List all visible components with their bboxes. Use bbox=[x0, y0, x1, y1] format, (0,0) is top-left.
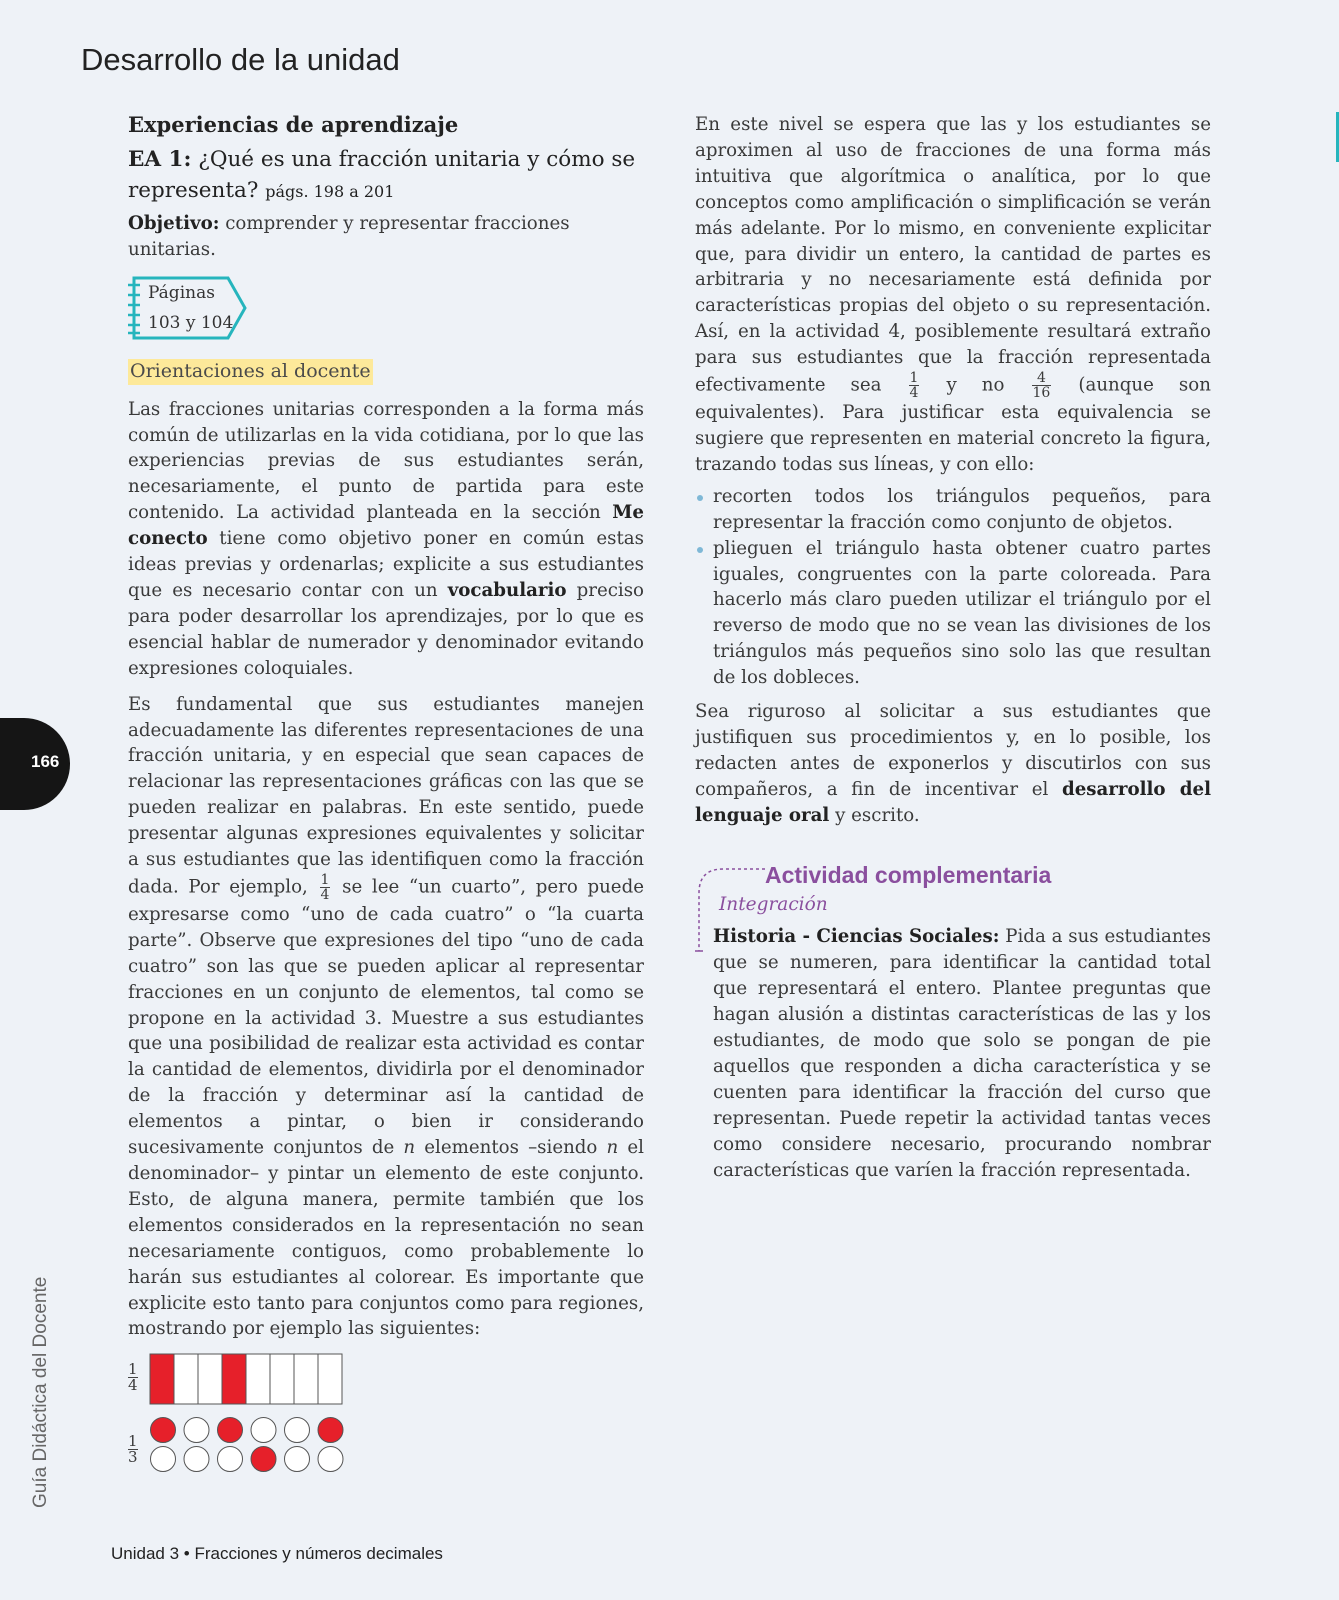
denominator: 4 bbox=[128, 1376, 138, 1395]
text-run: Pida a sus estudiantes que se numeren, para identificar la cantidad total que representará el entero. Plantee preguntas que hagan alusión a distintas características de las y los estudiantes, de modo que solo se pongan de pie aquellos que responden a dicha característica y se cuenten para identificar la fracción del curso que representan. Puede repetir la actividad tantas veces como considere necesario, procurando nombrar características que varíen la fracción representada. bbox=[713, 926, 1211, 1181]
activity-label: Historia - Ciencias Sociales: bbox=[713, 926, 1000, 948]
activity-box bbox=[695, 863, 1211, 1184]
text-run: preciso para poder desarrollar los aprendizajes, por lo que es esencial hablar de numerador y denominador evitando expresiones coloquiales. bbox=[128, 579, 644, 679]
text-run: elementos –siendo bbox=[415, 1137, 607, 1159]
activity-subtitle: Integración bbox=[719, 894, 828, 916]
footer: Unidad 3 • Fracciones y números decimales bbox=[111, 1544, 443, 1563]
denominator: 4 bbox=[320, 886, 330, 903]
objective-text: comprender y representar fracciones unitarias. bbox=[128, 212, 570, 260]
text-run: el denominador– y pintar un elemento de este conjunto. Esto, de alguna manera, permite también que los elementos considerados en la representación no sean necesariamente contiguos, como probablemente lo harán sus estudiantes al colorear. Es importante que explicite esto tanto para conjuntos como para regiones, mostrando por ejemplo las siguientes: bbox=[128, 1137, 644, 1340]
bar-cell bbox=[198, 1354, 222, 1404]
text-run: tiene como objetivo poner en común estas ideas previas y ordenarlas; explicite a sus estudiantes que es necesario contar con un bbox=[128, 528, 644, 601]
dot-element bbox=[184, 1418, 209, 1443]
orientaciones-heading: Orientaciones al docente bbox=[128, 359, 373, 385]
text-run: Es fundamental que sus estudiantes manejen adecuadamente las diferentes representaciones de una fracción unitaria, y en especial que sean capaces de relacionar las representaciones gráficas con las que se pueden realizar en palabras. En este sentido, puede presentar algunas expresiones equivalentes y solicitar a sus estudiantes que las identifiquen como la fracción dada. Por ejemplo, bbox=[128, 693, 644, 898]
page-title: Desarrollo de la unidad bbox=[81, 42, 400, 77]
right-paragraph-1 bbox=[695, 112, 1211, 478]
text-run: y no bbox=[946, 374, 1005, 396]
side-label: Guía Didáctica del Docente bbox=[30, 1276, 51, 1508]
right-paragraph-2 bbox=[695, 699, 1211, 829]
section-heading: Experiencias de aprendizaje bbox=[128, 112, 459, 137]
bar-cell bbox=[318, 1354, 342, 1404]
dot-element bbox=[251, 1418, 276, 1443]
bar-cell bbox=[246, 1354, 270, 1404]
denominator: 3 bbox=[128, 1448, 138, 1467]
text-run: Sea riguroso al solicitar a sus estudiantes que justifiquen sus procedimientos y, en lo posible, los redacten antes de exponerlos y discutirlos con sus compañeros, a fin de incentivar el bbox=[695, 701, 1211, 800]
ea-heading bbox=[128, 144, 644, 207]
dot-element bbox=[151, 1418, 176, 1443]
lenguaje-oral-term: desarrollo del lenguaje oral bbox=[695, 778, 1211, 826]
bar-cell bbox=[222, 1354, 246, 1404]
bar-cell bbox=[150, 1354, 174, 1404]
activity-title: Actividad complementaria bbox=[765, 861, 1052, 888]
left-column bbox=[128, 112, 644, 1482]
bar-cell bbox=[174, 1354, 198, 1404]
fraction-one-quarter bbox=[909, 371, 920, 400]
dot-element bbox=[218, 1418, 243, 1443]
numerator: 4 bbox=[1032, 371, 1052, 386]
bar-cell bbox=[294, 1354, 318, 1404]
text-run: Las fracciones unitarias corresponden a la forma más común de utilizarlas en la vida cotidiana, por lo que las experiencias previas de sus estudiantes serán, necesariamente, el punto de partida para este contenido. La actividad planteada en la sección bbox=[128, 398, 644, 524]
me-conecto-term: Me conecto bbox=[128, 502, 644, 550]
vocabulario-term: vocabulario bbox=[447, 579, 567, 601]
numerator: 1 bbox=[320, 871, 330, 888]
pages-tag-line1: Páginas bbox=[148, 282, 215, 303]
dot-element bbox=[184, 1447, 209, 1472]
numerator: 1 bbox=[128, 1432, 138, 1451]
dot-element bbox=[218, 1447, 243, 1472]
bar-cell bbox=[270, 1354, 294, 1404]
text-run: (aunque son equivalentes). Para justificar esta equivalencia se sugiere que representen en material concreto la figura, trazando todas sus líneas, y con ello: bbox=[695, 374, 1211, 475]
page-number: 166 bbox=[31, 752, 60, 771]
numerator: 1 bbox=[128, 1360, 138, 1379]
bar-fraction-label bbox=[128, 1362, 138, 1393]
ea-label: EA 1: bbox=[128, 146, 192, 172]
variable-n: n bbox=[606, 1137, 619, 1159]
text-run: En este nivel se espera que las y los estudiantes se aproximen al uso de fracciones de una forma más intuitiva que algorítmica o analítica, por lo que conceptos como amplificación o simplificación se verán más adelante. Por lo mismo, en conveniente explicitar que, para dividir un entero, la cantidad de partes es arbitraria y no necesariamente está definida por características propias del objeto o su representación. Así, en la actividad 4, posiblemente resultará extraño para sus estudiantes que la fracción representada efectivamente sea bbox=[695, 114, 1211, 396]
list-item: recorten todos los triángulos pequeños, para representar la fracción como conjunto de objetos. bbox=[695, 484, 1211, 536]
left-paragraph-2 bbox=[128, 692, 644, 1343]
dot-element bbox=[285, 1447, 310, 1472]
pages-tag-line2: 103 y 104 bbox=[148, 312, 234, 333]
ea-pages: págs. 198 a 201 bbox=[265, 181, 395, 201]
pages-tag bbox=[128, 275, 248, 341]
text-run: y escrito. bbox=[829, 804, 920, 826]
variable-n: n bbox=[403, 1137, 416, 1159]
dots-fraction-label bbox=[128, 1434, 138, 1465]
dot-element bbox=[318, 1447, 343, 1472]
fraction-figure bbox=[128, 1352, 644, 1482]
right-column bbox=[695, 112, 1211, 1183]
list-item: plieguen el triángulo hasta obtener cuatro partes iguales, congruentes con la parte coloreada. Para hacerlo más claro pueden utilizar el triángulo por el reverso de modo que no se vean las divisiones de los triángulos más pequeños sino solo las que resultan de los dobleces. bbox=[695, 536, 1211, 691]
dot-element bbox=[151, 1447, 176, 1472]
fraction-four-sixteenths bbox=[1032, 371, 1052, 400]
dot-element bbox=[251, 1447, 276, 1472]
ea-title: ¿Qué es una fracción unitaria y cómo se representa? bbox=[128, 146, 636, 203]
fraction-one-quarter bbox=[320, 873, 331, 902]
dot-element bbox=[318, 1418, 343, 1443]
text-run: se lee “un cuarto”, pero puede expresarse como “uno de cada cuatro” o “la cuarta parte”. Observe que expresiones del tipo “uno de cada cuatro” son las que se pueden aplicar al representar fracciones en un conjunto de elementos, tal como se propone en la actividad 3. Muestre a sus estudiantes que una posibilidad de realizar esta actividad es contar la cantidad de elementos, dividirla por el denominador de la fracción y determinar así la cantidad de elementos a pintar, o bien ir considerando sucesivamente conjuntos de bbox=[128, 876, 644, 1159]
activity-bracket-icon bbox=[695, 863, 767, 955]
objective bbox=[128, 211, 644, 263]
left-paragraph-1 bbox=[128, 397, 644, 682]
dot-element bbox=[285, 1418, 310, 1443]
bullet-list bbox=[695, 484, 1211, 691]
denominator: 16 bbox=[1032, 385, 1051, 402]
fraction-drawing bbox=[148, 1352, 388, 1482]
objective-label: Objetivo: bbox=[128, 212, 220, 234]
numerator: 1 bbox=[909, 370, 919, 387]
denominator: 4 bbox=[909, 385, 919, 402]
activity-text bbox=[713, 924, 1211, 1183]
